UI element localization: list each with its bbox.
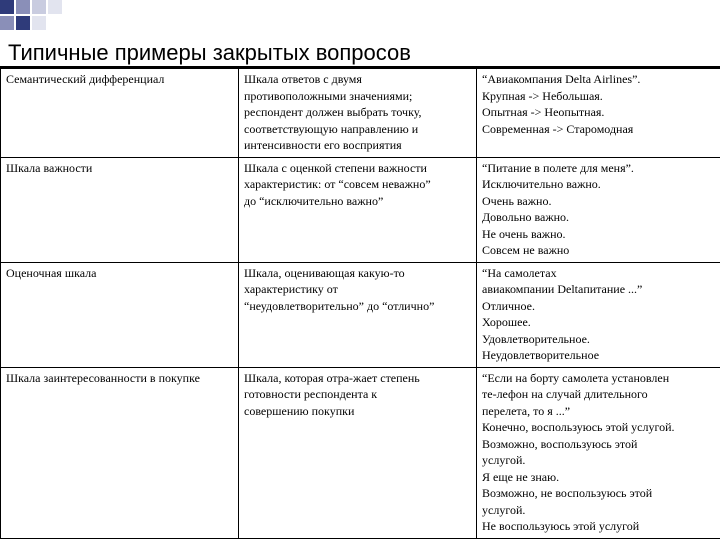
table-row <box>1 157 720 262</box>
scale-example-cell: “Если на борту самолета установлен те-лефон на случай длительного перелета, то я ...” Конечно, воспользуюсь этой услугой. Возможно, воспользуюсь этой услугой. Я еще не знаю. Возможно, не воспользуюсь этой услугой. Не воспользуюсь этой услугой <box>477 367 720 538</box>
scale-description-cell: Шкала, оценивающая какую-то характеристику от “неудовлетворительно” до “отлично” <box>239 262 477 367</box>
scale-description-cell: Шкала ответов с двумя противоположными значениями; респондент должен выбрать точку, соответствующую направлению и интенсивности его восприятия <box>239 69 477 158</box>
scale-example-cell: “Питание в полете для меня”. Исключительно важно. Очень важно. Довольно важно. Не очень важно. Совсем не важно <box>477 157 720 262</box>
scale-type-cell: Шкала заинтересованности в покупке <box>1 367 239 538</box>
scale-description-cell: Шкала, которая отра-жает степень готовности респондента к совершению покупки <box>239 367 477 538</box>
table-row <box>1 69 720 158</box>
scale-type-cell: Семантический дифференциал <box>1 69 239 158</box>
scale-example-cell: “На самолетах авиакомпании Deltaпитание ...” Отличное. Хорошее. Удовлетворительное. Неудовлетворительное <box>477 262 720 367</box>
table-row <box>1 262 720 367</box>
slide-title: Типичные примеры закрытых вопросов <box>8 40 411 65</box>
scale-example-cell: “Авиакомпания Delta Airlines”. Крупная -> Небольшая. Опытная -> Неопытная. Современная -> Старомодная <box>477 69 720 158</box>
scale-type-cell: Шкала важности <box>1 157 239 262</box>
table-row <box>1 367 720 538</box>
question-types-table <box>0 68 720 539</box>
scale-type-cell: Оценочная шкала <box>1 262 239 367</box>
scale-description-cell: Шкала с оценкой степени важности характеристик: от “совсем неважно” до “исключительно важно” <box>239 157 477 262</box>
corner-decoration-squares <box>0 0 70 40</box>
